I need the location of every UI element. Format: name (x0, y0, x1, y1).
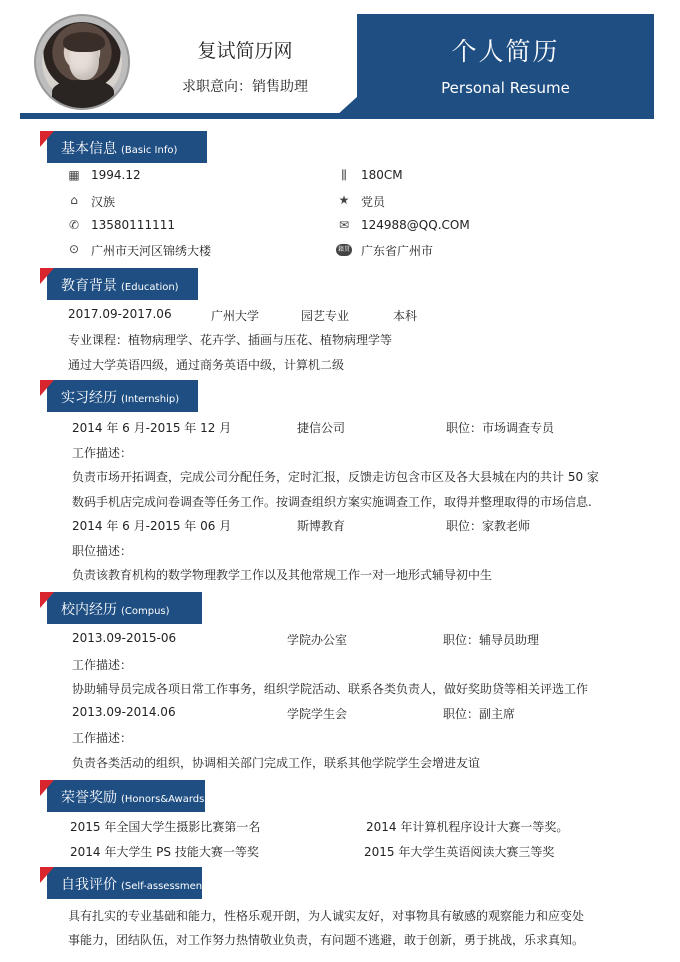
education-degree: 本科 (393, 309, 418, 323)
height: 180CM (361, 168, 403, 182)
internship-desc-label: 工作描述： (72, 446, 133, 460)
section-title: 教育背景 (61, 278, 117, 294)
party-icon: ★ (338, 193, 350, 207)
ethnicity: 汉族 (91, 195, 116, 209)
section-marker (40, 380, 54, 396)
section-header-self (47, 867, 210, 899)
honor-item: 2014 年计算机程序设计大赛一等奖。 (366, 820, 569, 834)
internship-desc-label: 职位描述： (72, 544, 133, 558)
honor-item: 2015 年全国大学生摄影比赛第一名 (70, 820, 261, 834)
section-subtitle: (Honors&Awards) (121, 794, 209, 805)
section-header-campus (47, 592, 202, 624)
education-school: 广州大学 (211, 309, 260, 323)
avatar (34, 14, 130, 110)
section-subtitle: (Internship) (121, 394, 180, 405)
internship-period: 2014 年 6 月-2015 年 12 月 (72, 421, 232, 435)
campus-position: 职位：辅导员助理 (443, 633, 540, 647)
section-marker (40, 780, 54, 796)
birth-date: 1994.12 (91, 168, 141, 182)
section-marker (40, 131, 54, 147)
campus-period: 2013.09-2015-06 (72, 631, 177, 645)
section-subtitle: (Compus) (121, 606, 170, 617)
header-corner (336, 96, 358, 116)
internship-company: 斯博教育 (297, 519, 346, 533)
phone: 13580111111 (91, 218, 175, 232)
campus-org: 学院学生会 (287, 707, 348, 721)
campus-desc: 负责各类活动的组织，协调相关部门完成工作，联系其他学院学生会增进友谊 (72, 756, 481, 770)
campus-desc: 协助辅导员完成各项日常工作事务，组织学院活动、联系各类负责人，做好奖助贷等相关评选工作 (72, 682, 589, 696)
hometown-icon: 籍贯 (336, 244, 352, 256)
email-icon: ✉ (338, 218, 350, 232)
resume-subtitle: Personal Resume (441, 79, 570, 97)
section-title: 荣誉奖励 (61, 790, 117, 806)
email: 124988@QQ.COM (361, 218, 470, 232)
section-marker (40, 592, 54, 608)
resume-title: 个人简历 (451, 37, 560, 66)
section-title: 基本信息 (61, 141, 117, 157)
section-marker (40, 268, 54, 284)
education-period: 2017.09-2017.06 (68, 307, 172, 321)
internship-desc: 负责该教育机构的数学物理教学工作以及其他常规工作一对一地形式辅导初中生 (72, 568, 493, 582)
section-subtitle: (Education) (121, 282, 179, 293)
internship-desc: 数码手机店完成问卷调查等任务工作。按调查组织方案实施调查工作，取得并整理取得的市场信息. (72, 495, 592, 509)
section-subtitle: (Self-assessment) (121, 881, 210, 892)
section-subtitle: (Basic Info) (121, 145, 178, 156)
internship-position: 职位：家教老师 (446, 519, 531, 533)
section-header-basic (47, 131, 207, 163)
politics: 党员 (361, 195, 386, 209)
self-assessment: 事能力，团结队伍，对工作努力热情敬业负责，有问题不逃避，敢于创新，勇于挑战，乐求真知。 (68, 933, 585, 947)
section-title: 实习经历 (61, 390, 117, 406)
avatar-photo (42, 22, 122, 102)
job-intent: 求职意向：销售助理 (182, 79, 308, 95)
internship-position: 职位：市场调查专员 (446, 421, 555, 435)
section-header-honors (47, 780, 209, 812)
hometown: 广东省广州市 (361, 244, 434, 258)
section-title: 自我评价 (61, 877, 117, 893)
internship-desc: 负责市场开拓调查，完成公司分配任务，定时汇报，反馈走访包含市区及各大县城在内的共计 50 家 (72, 470, 599, 484)
calendar-icon: ▦ (68, 168, 80, 182)
ethnicity-icon: ⌂ (70, 193, 78, 207)
campus-desc-label: 工作描述： (72, 731, 133, 745)
education-major: 园艺专业 (301, 309, 350, 323)
campus-org: 学院办公室 (287, 633, 348, 647)
candidate-name: 复试简历网 (197, 40, 293, 62)
education-courses: 专业课程：植物病理学、花卉学、插画与压花、植物病理学等 (68, 333, 393, 347)
height-icon: ⫼ (341, 168, 347, 182)
education-certs: 通过大学英语四级，通过商务英语中级，计算机二级 (68, 358, 345, 372)
section-header-education (47, 268, 198, 300)
honor-item: 2014 年大学生 PS 技能大赛一等奖 (70, 845, 259, 859)
self-assessment: 具有扎实的专业基础和能力，性格乐观开朗，为人诚实友好，对事物具有敏感的观察能力和应变处 (68, 909, 585, 923)
phone-icon: ✆ (68, 218, 80, 232)
section-header-internship (47, 380, 198, 412)
campus-desc-label: 工作描述： (72, 658, 133, 672)
campus-position: 职位：副主席 (443, 707, 516, 721)
campus-period: 2013.09-2014.06 (72, 705, 176, 719)
section-title: 校内经历 (61, 602, 117, 618)
honor-item: 2015 年大学生英语阅读大赛三等奖 (364, 845, 555, 859)
internship-company: 捷信公司 (297, 421, 346, 435)
location-icon: ⊙ (68, 242, 80, 256)
section-marker (40, 867, 54, 883)
internship-period: 2014 年 6 月-2015 年 06 月 (72, 519, 232, 533)
address: 广州市天河区锦绣大楼 (91, 244, 212, 258)
